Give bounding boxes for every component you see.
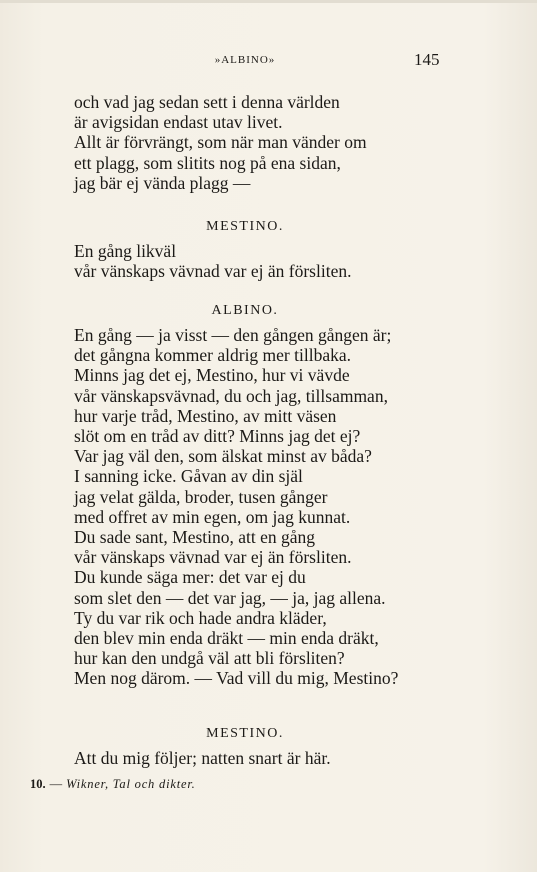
verse-line: Allt är förvrängt, som när man vänder om bbox=[74, 132, 367, 153]
verse-line: Du sade sant, Mestino, att en gång bbox=[74, 527, 316, 548]
speaker-heading: ALBINO. bbox=[211, 303, 279, 318]
verse-block-3 bbox=[74, 325, 444, 689]
verse-line: I sanning icke. Gåvan av din själ bbox=[74, 466, 303, 487]
verse-line: Ty du var rik och hade andra kläder, bbox=[74, 607, 327, 628]
verse-line: vår vänskaps vävnad var ej än försliten. bbox=[74, 261, 352, 282]
speaker-heading: MESTINO. bbox=[206, 219, 284, 234]
verse-line: Minns jag det ej, Mestino, hur vi vävde bbox=[74, 365, 350, 386]
verse-line: hur varje tråd, Mestino, av mitt väsen bbox=[74, 405, 337, 426]
verse-line: med offret av min egen, om jag kunnat. bbox=[74, 506, 351, 527]
verse-line: jag bär ej vända plagg — bbox=[74, 172, 251, 193]
verse-line: är avigsidan endast utav livet. bbox=[74, 112, 283, 133]
verse-line: den blev min enda dräkt — min enda dräkt, bbox=[74, 628, 379, 649]
verse-line: hur kan den undgå väl att bli försliten? bbox=[74, 648, 345, 669]
verse-block-2 bbox=[74, 241, 444, 281]
verse-line: vår vänskaps vävnad var ej än försliten. bbox=[74, 547, 352, 568]
verse-line: vår vänskapsvävnad, du och jag, tillsamman, bbox=[74, 385, 388, 406]
footer-dash: — bbox=[49, 777, 63, 791]
running-title: »ALBINO» bbox=[214, 54, 276, 66]
verse-line: Var jag väl den, som älskat minst av båda? bbox=[74, 446, 372, 467]
verse-line: Du kunde säga mer: det var ej du bbox=[74, 567, 306, 588]
verse-line: Att du mig följer; natten snart är här. bbox=[74, 748, 331, 768]
verse-line: Men nog därom. — Vad vill du mig, Mestino? bbox=[74, 668, 399, 689]
verse-block-1 bbox=[74, 92, 444, 193]
verse-line: det gångna kommer aldrig mer tillbaka. bbox=[74, 345, 351, 366]
page-number: 145 bbox=[414, 50, 440, 69]
signature-mark: 10. bbox=[30, 777, 46, 791]
page-top-edge bbox=[0, 0, 537, 3]
verse-line: och vad jag sedan sett i denna världen bbox=[74, 92, 340, 112]
speaker-heading: MESTINO. bbox=[206, 726, 284, 741]
verse-line: En gång likväl bbox=[74, 241, 177, 261]
verse-line: som slet den — det var jag, — ja, jag allena. bbox=[74, 587, 386, 608]
signature-footer bbox=[30, 777, 196, 792]
verse-line: slöt om en tråd av ditt? Minns jag det ej? bbox=[74, 426, 361, 447]
book-title: Wikner, Tal och dikter. bbox=[66, 777, 196, 791]
verse-block-4 bbox=[74, 748, 444, 768]
verse-line: ett plagg, som slitits nog på ena sidan, bbox=[74, 152, 341, 173]
verse-line: En gång — ja visst — den gången gången är; bbox=[74, 325, 392, 345]
verse-line: jag velat gälda, broder, tusen gånger bbox=[74, 486, 328, 507]
